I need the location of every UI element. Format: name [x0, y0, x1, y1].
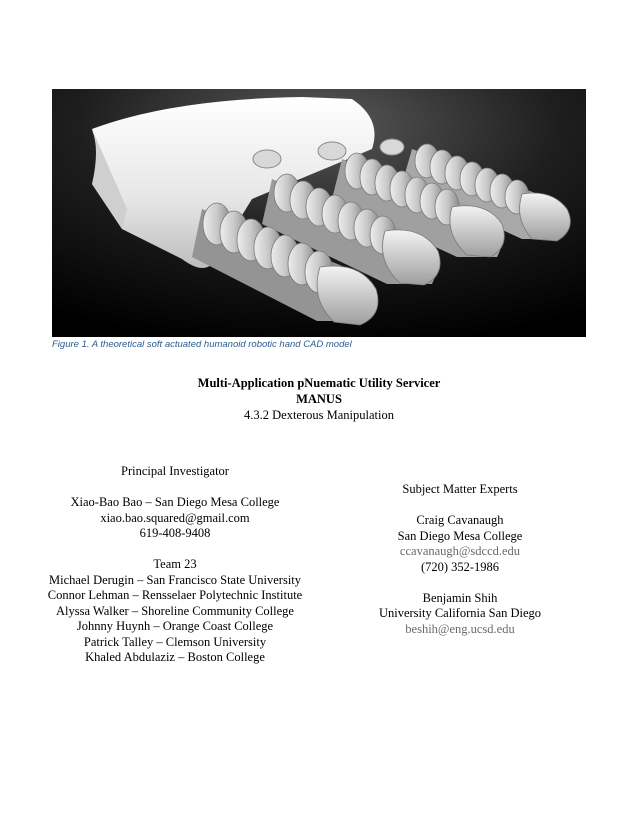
- experts-column: [360, 482, 560, 637]
- team-member: Patrick Talley – Clemson University: [83, 634, 267, 649]
- pi-phone: 619-408-9408: [139, 526, 211, 540]
- expert-email-link[interactable]: beshih@eng.ucsd.edu: [405, 621, 515, 636]
- pi-heading: Principal Investigator: [121, 464, 229, 478]
- team-member: Johnny Huynh – Orange Coast College: [76, 619, 274, 633]
- project-section: 4.3.2 Dexterous Manipulation: [244, 408, 394, 422]
- expert-org: University California San Diego: [378, 606, 542, 620]
- figure-caption: Figure 1. A theoretical soft actuated humanoid robotic hand CAD model: [52, 339, 352, 350]
- team-member: Connor Lehman – Rensselaer Polytechnic Institute: [47, 588, 303, 602]
- pi-name: Xiao-Bao Bao – San Diego Mesa College: [70, 495, 280, 509]
- expert-email-link[interactable]: ccavanaugh@sdccd.edu: [399, 544, 521, 558]
- team-member: Alyssa Walker – Shoreline Community College: [56, 603, 294, 618]
- pi-email: xiao.bao.squared@gmail.com: [100, 510, 250, 525]
- expert-name: Benjamin Shih: [422, 590, 498, 605]
- project-title: Multi-Application pNuematic Utility Servicer: [197, 376, 441, 390]
- robotic-hand-render: [52, 89, 586, 337]
- expert-phone: (720) 352-1986: [420, 559, 500, 574]
- title-block: [0, 375, 638, 423]
- experts-heading: Subject Matter Experts: [402, 482, 518, 496]
- team-member: Michael Derugin – San Francisco State University: [48, 572, 302, 587]
- team-heading: Team 23: [153, 557, 197, 571]
- cad-figure: [52, 89, 586, 337]
- expert-org: San Diego Mesa College: [397, 528, 523, 543]
- project-acronym: MANUS: [296, 392, 342, 406]
- team-member: Khaled Abdulaziz – Boston College: [85, 650, 265, 664]
- expert-name: Craig Cavanaugh: [416, 513, 504, 527]
- investigator-column: [30, 464, 320, 666]
